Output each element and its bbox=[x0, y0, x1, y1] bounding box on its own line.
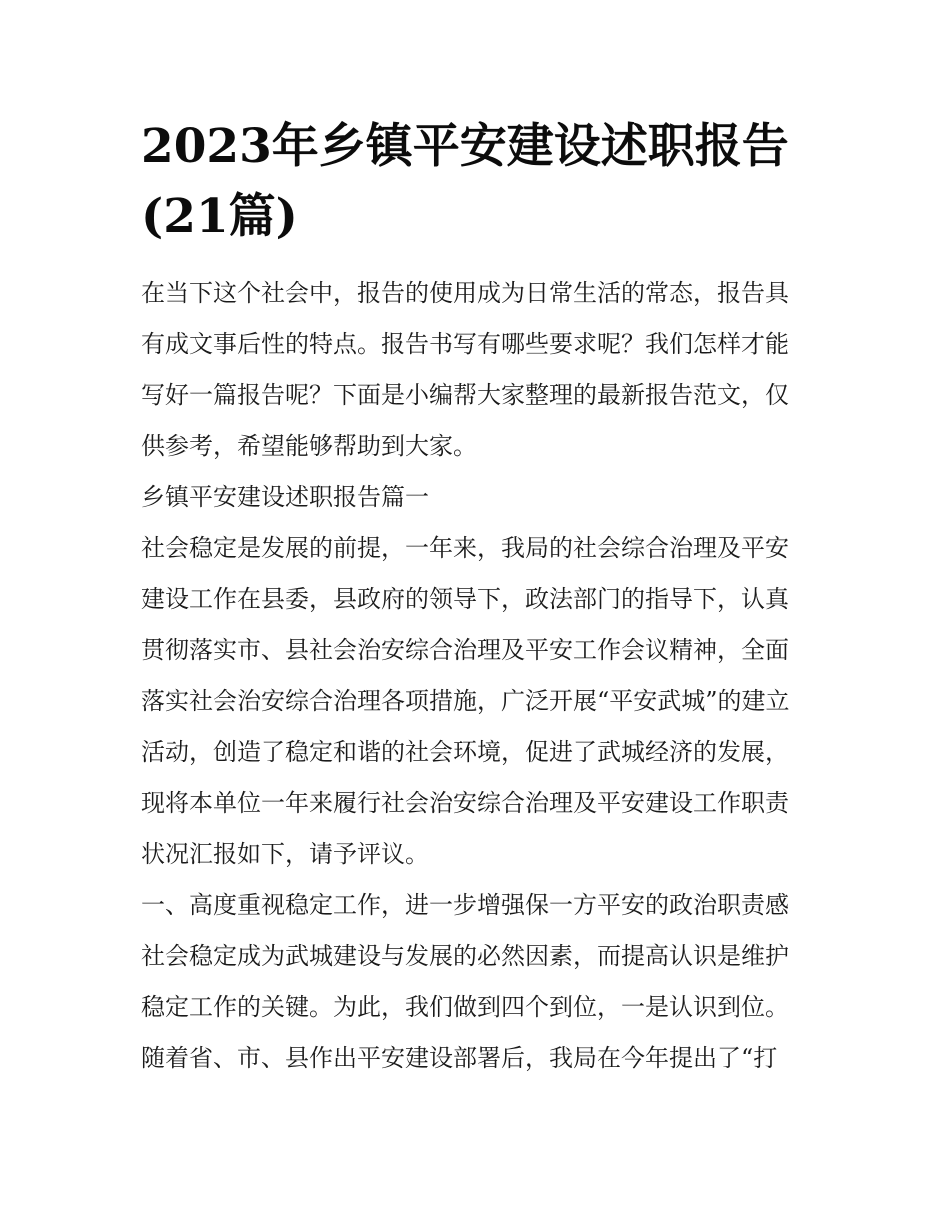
text-line: 建设工作在县委，县政府的领导下，政法部门的指导下，认真 bbox=[141, 585, 789, 613]
title-line: 2023年乡镇平安建设述职报告 bbox=[141, 119, 789, 174]
text-line: 写好一篇报告呢？下面是小编帮大家整理的最新报告范文，仅 bbox=[141, 381, 789, 409]
intro-paragraph bbox=[141, 268, 813, 472]
text-line: 落实社会治安综合治理各项措施，广泛开展“平安武城”的建立 bbox=[141, 687, 790, 715]
text-line: 有成文事后性的特点。报告书写有哪些要求呢？我们怎样才能 bbox=[141, 330, 789, 358]
text-line: 社会稳定成为武城建设与发展的必然因素，而提高认识是维护 bbox=[141, 942, 789, 970]
text-line: 乡镇平安建设述职报告篇一 bbox=[141, 483, 429, 511]
document-body bbox=[141, 268, 813, 1084]
body-paragraph bbox=[141, 523, 813, 880]
section-heading bbox=[141, 472, 813, 523]
body-paragraph bbox=[141, 931, 813, 1084]
text-line: 状况汇报如下，请予评议。 bbox=[141, 840, 429, 868]
text-line: 贯彻落实市、县社会治安综合治理及平安工作会议精神，全面 bbox=[141, 636, 789, 664]
text-line: 随着省、市、县作出平安建设部署后，我局在今年提出了“打 bbox=[141, 1044, 778, 1072]
text-line: 现将本单位一年来履行社会治安综合治理及平安建设工作职责 bbox=[141, 789, 789, 817]
text-line: 在当下这个社会中，报告的使用成为日常生活的常态，报告具 bbox=[141, 279, 789, 307]
title-line: (21篇) bbox=[141, 189, 298, 244]
text-line: 稳定工作的关键。为此，我们做到四个到位，一是认识到位。 bbox=[141, 993, 789, 1021]
document-title bbox=[141, 112, 813, 252]
subsection-heading bbox=[141, 880, 813, 931]
text-line: 供参考，希望能够帮助到大家。 bbox=[141, 432, 477, 460]
text-line: 社会稳定是发展的前提，一年来，我局的社会综合治理及平安 bbox=[141, 534, 789, 562]
text-line: 活动，创造了稳定和谐的社会环境，促进了武城经济的发展， bbox=[141, 738, 789, 766]
document-page bbox=[141, 112, 813, 1084]
text-line: 一、高度重视稳定工作，进一步增强保一方平安的政治职责感 bbox=[141, 891, 789, 919]
